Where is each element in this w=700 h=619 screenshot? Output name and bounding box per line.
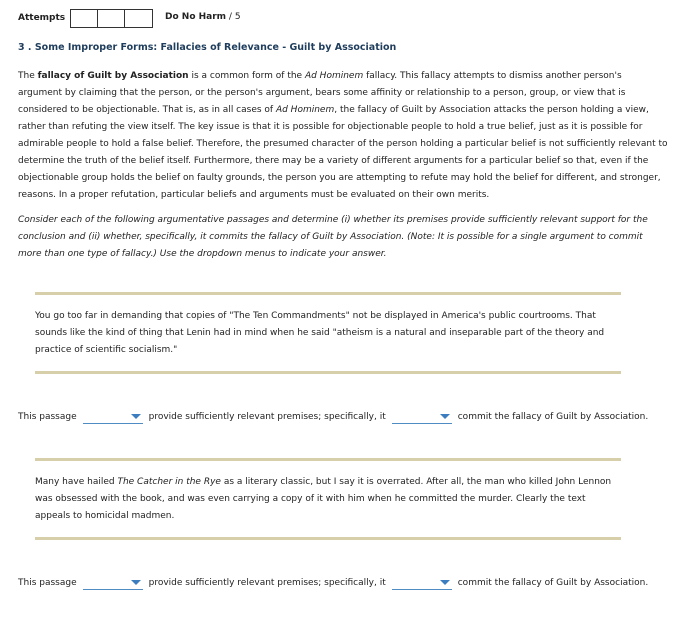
divider (35, 371, 621, 374)
intro-text: fallacy. This fallacy attempts to dismiss another person's argument by claiming that the person, or the person's argument, bears some affinity or relationship to a person, group, or view that is considered to be objectionable. That is, as in all cases of (18, 71, 626, 115)
answer-row-1 (18, 409, 648, 425)
caret-down-icon (440, 414, 450, 419)
score-name: Do No Harm (165, 12, 227, 22)
attempt-box (98, 10, 125, 27)
passage-2 (35, 458, 621, 540)
score-display (165, 12, 241, 22)
attempts-label: Attempts (18, 13, 66, 23)
intro-text: is a common form of the (188, 71, 305, 81)
intro-text: The (18, 71, 38, 81)
passage-text (35, 461, 621, 537)
answer-middle: provide sufficiently relevant premises; specifically, it (148, 578, 386, 588)
answer-prefix: This passage (18, 412, 77, 422)
attempt-box (125, 10, 152, 27)
passage-1 (35, 292, 621, 374)
fallacy-dropdown[interactable] (392, 577, 452, 590)
attempt-box (71, 10, 98, 27)
divider (35, 537, 621, 540)
caret-down-icon (131, 414, 141, 419)
intro-paragraph (18, 68, 668, 204)
relevance-dropdown[interactable] (83, 411, 143, 424)
fallacy-dropdown[interactable] (392, 411, 452, 424)
answer-suffix: commit the fallacy of Guilt by Association. (457, 578, 649, 588)
caret-down-icon (440, 580, 450, 585)
passage-text: You go too far in demanding that copies of "The Ten Commandments" not be displayed in America's public courtrooms. That sounds like the kind of thing that Lenin had in mind when he said "atheism is a natural and inseparable part of the theory and practice of scientific socialism." (35, 311, 605, 355)
relevance-dropdown[interactable] (83, 577, 143, 590)
instructions: Consider each of the following argumentative passages and determine (i) whether its premises provide sufficiently relevant support for the conclusion and (ii) whether, specifically, it commits the fallacy of Guilt by Association. (Note: It is possible for a single argument to commit more than one type of fallacy.) Use the dropdown menus to indicate your answer. (18, 215, 648, 259)
attempt-indicators (70, 9, 153, 28)
passage-text-part: Many have hailed (35, 477, 118, 487)
intro-text: , the fallacy of Guilt by Association attacks the person holding a view, rather than refuting the view itself. The key issue is that it is possible for objectionable people to hold a true belief, just as it is possible for admirable people to hold a false belief. Therefore, the presumed character of the person holding a particular belief is not sufficiently relevant to determine the truth of the belief itself. Furthermore, there may be a variety of different arguments for a particular belief so that, even if the objectionable group holds the belief on faulty grounds, the person you are attempting to refute may hold the belief for different, and stronger, reasons. In a proper refutation, particular beliefs and arguments must be evaluated on their own merits. (18, 105, 668, 200)
answer-row-2 (18, 575, 648, 591)
answer-prefix: This passage (18, 578, 77, 588)
intro-term-italic: Ad Hominem (304, 71, 364, 81)
answer-middle: provide sufficiently relevant premises; specifically, it (148, 412, 386, 422)
intro-term: fallacy of Guilt by Association (37, 71, 189, 81)
book-title: The Catcher in the Rye (117, 477, 221, 487)
answer-suffix: commit the fallacy of Guilt by Association. (457, 412, 649, 422)
score-suffix: / 5 (226, 12, 241, 22)
question-title: 3 . Some Improper Forms: Fallacies of Relevance - Guilt by Association (18, 42, 397, 53)
intro-term-italic: Ad Hominem (275, 105, 335, 115)
attempts-bar (18, 8, 153, 28)
caret-down-icon (131, 580, 141, 585)
passage-text-part: as a literary classic, but I say it is overrated. After all, the man who killed John Lennon was obsessed with the book, and was even carrying a copy of it with him when he committed the murder. Clearly the text appeals to homicidal madmen. (35, 477, 612, 521)
